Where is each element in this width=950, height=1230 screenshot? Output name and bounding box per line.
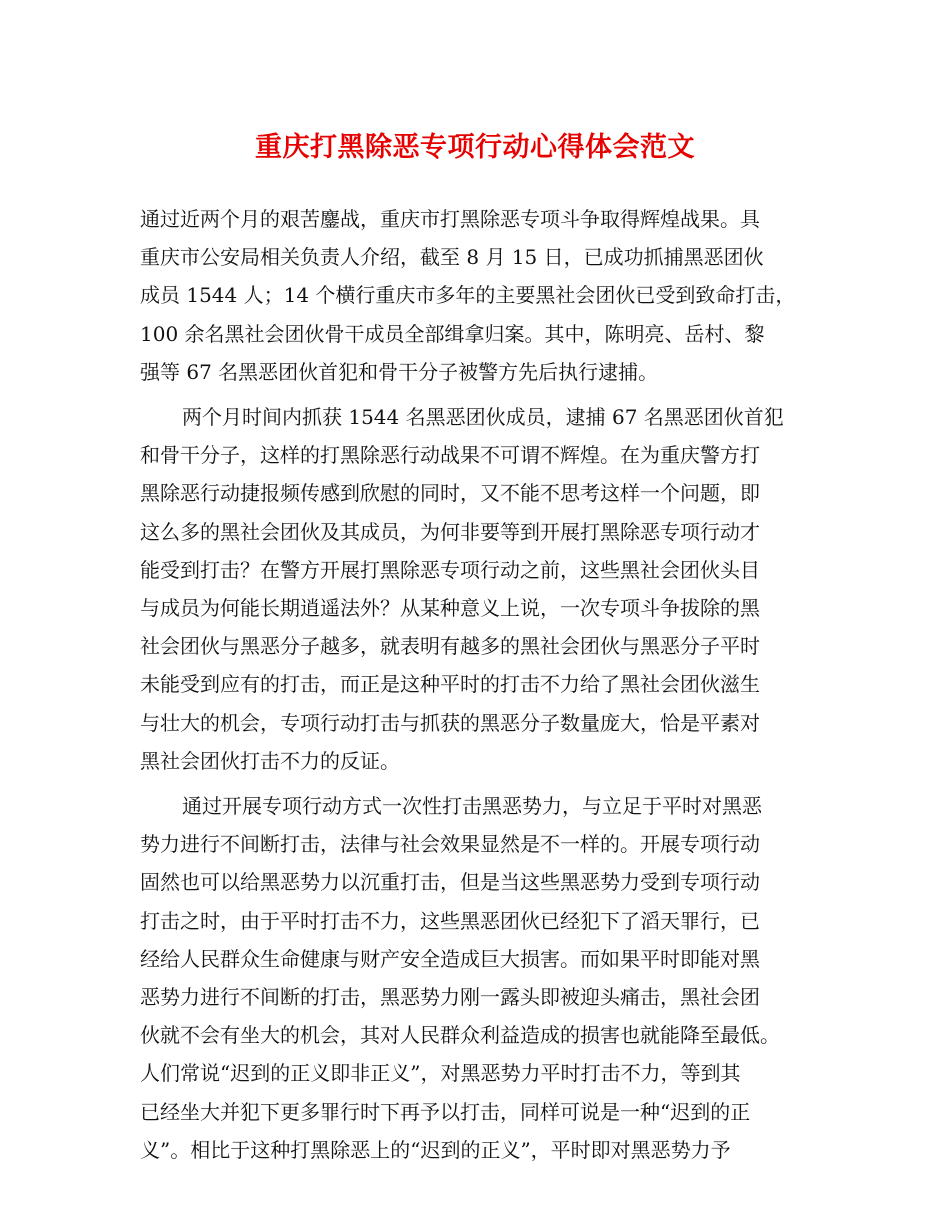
text-line: 黑社会团伙打击不力的反证。 <box>140 748 400 773</box>
text-line: 人们常说“迟到的正义即非正义”，对黑恶势力平时打击不力，等到其 <box>140 1061 741 1086</box>
text-line: 社会团伙与黑恶分子越多，就表明有越多的黑社会团伙与黑恶分子平时 <box>140 634 760 659</box>
text-line: 能受到打击？在警方开展打黑除恶专项行动之前，这些黑社会团伙头目 <box>140 557 760 582</box>
paragraph-2 <box>140 398 820 780</box>
text-line: 强等 67 名黑恶团伙首犯和骨干分子被警方先后执行逮捕。 <box>140 359 659 384</box>
text-line: 势力进行不间断打击，法律与社会效果显然是不一样的。开展专项行动 <box>140 832 760 857</box>
document-body <box>140 200 820 1176</box>
text-line: 义”。相比于这种打黑除恶上的“迟到的正义”，平时即对黑恶势力予 <box>140 1137 731 1162</box>
text-line: 伙就不会有坐大的机会，其对人民群众利益造成的损害也就能降至最低。 <box>140 1023 780 1048</box>
text-line: 100 余名黑社会团伙骨干成员全部缉拿归案。其中，陈明亮、岳村、黎 <box>140 321 765 346</box>
document-title: 重庆打黑除恶专项行动心得体会范文 <box>255 132 695 163</box>
text-line: 两个月时间内抓获 1544 名黑恶团伙成员，逮捕 67 名黑恶团伙首犯 <box>182 405 784 430</box>
text-line: 和骨干分子，这样的打黑除恶行动战果不可谓不辉煌。在为重庆警方打 <box>140 443 760 468</box>
text-line: 未能受到应有的打击，而正是这种平时的打击不力给了黑社会团伙滋生 <box>140 672 760 697</box>
text-line: 固然也可以给黑恶势力以沉重打击，但是当这些黑恶势力受到专项行动 <box>140 870 760 895</box>
text-line: 重庆市公安局相关负责人介绍，截至 8 月 15 日，已成功抓捕黑恶团伙 <box>140 245 764 270</box>
text-line: 与成员为何能长期逍遥法外？从某种意义上说，一次专项斗争拔除的黑 <box>140 596 760 621</box>
text-line: 这么多的黑社会团伙及其成员，为何非要等到开展打黑除恶专项行动才 <box>140 519 760 544</box>
text-line: 已经坐大并犯下更多罪行时下再予以打击，同样可说是一种“迟到的正 <box>140 1099 751 1124</box>
text-line: 经给人民群众生命健康与财产安全造成巨大损害。而如果平时即能对黑 <box>140 946 760 971</box>
text-line: 打击之时，由于平时打击不力，这些黑恶团伙已经犯下了滔天罪行，已 <box>140 908 760 933</box>
paragraph-3 <box>140 787 820 1169</box>
text-line: 通过近两个月的艰苦鏖战，重庆市打黑除恶专项斗争取得辉煌战果。具 <box>140 207 760 231</box>
text-line: 恶势力进行不间断的打击，黑恶势力刚一露头即被迎头痛击，黑社会团 <box>140 985 760 1010</box>
paragraph-1 <box>140 200 820 391</box>
text-line: 通过开展专项行动方式一次性打击黑恶势力，与立足于平时对黑恶 <box>182 794 762 819</box>
text-line: 成员 1544 人；14 个横行重庆市多年的主要黑社会团伙已受到致命打击， <box>140 283 796 308</box>
text-line: 与壮大的机会，专项行动打击与抓获的黑恶分子数量庞大，恰是平素对 <box>140 710 760 735</box>
text-line: 黑除恶行动捷报频传感到欣慰的同时，又不能不思考这样一个问题，即 <box>140 481 760 506</box>
